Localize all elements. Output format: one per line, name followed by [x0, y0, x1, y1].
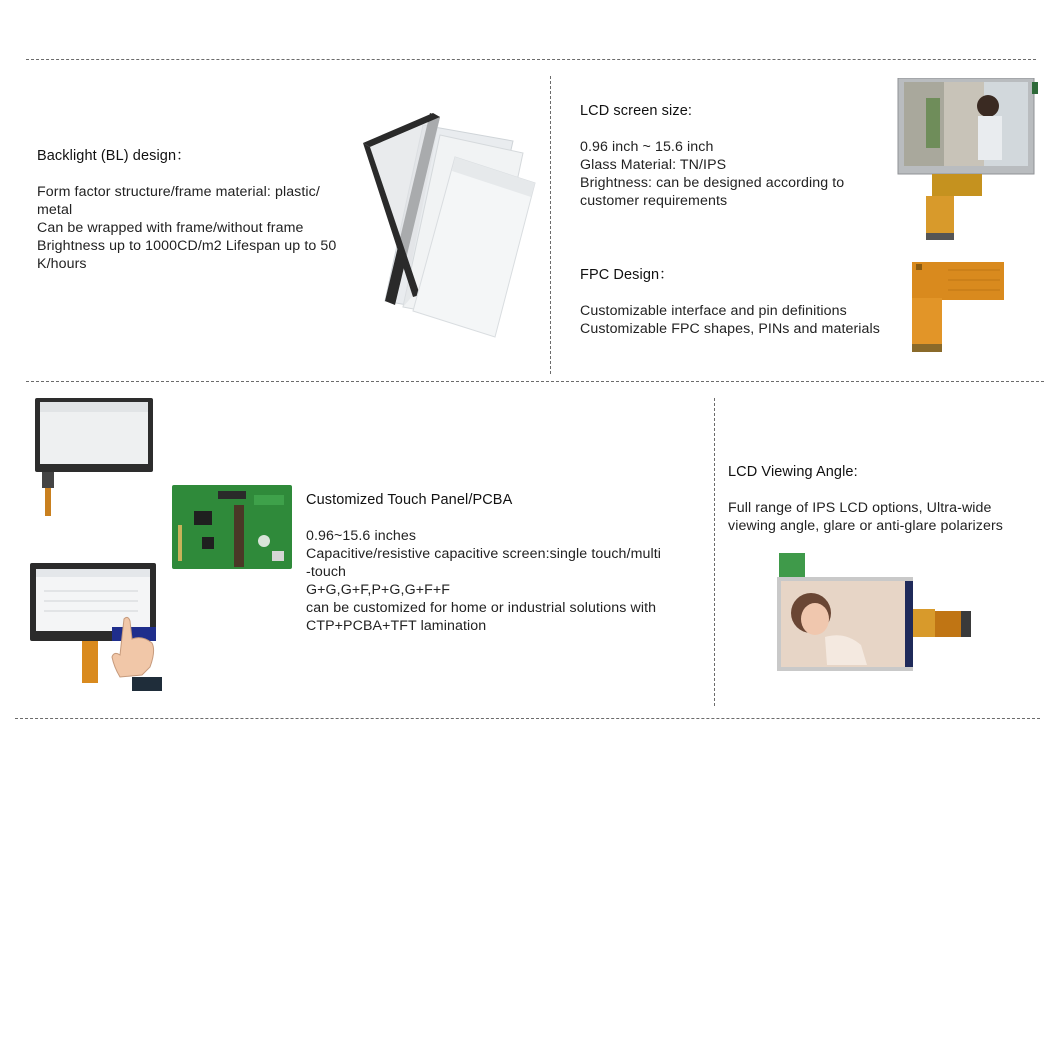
touch-section	[306, 491, 716, 635]
backlight-line: K/hours	[37, 256, 87, 272]
ips-display-image	[775, 553, 975, 675]
touch-line: CTP+PCBA+TFT lamination	[306, 618, 487, 634]
fpc-title: FPC Design：	[580, 267, 674, 283]
touch-line: G+G,G+F,P+G,G+F+F	[306, 582, 451, 598]
backlight-line: Can be wrapped with frame/without frame	[37, 220, 304, 236]
fpc-line: Customizable interface and pin definitions	[580, 303, 847, 319]
touch-tablet-image	[28, 561, 163, 696]
fpc-cable-image	[908, 260, 1008, 355]
fpc-line: Customizable FPC shapes, PINs and materials	[580, 321, 880, 337]
backlight-line: Form factor structure/frame material: plastic/	[37, 184, 320, 200]
backlight-line: metal	[37, 202, 73, 218]
lcd-size-line: 0.96 inch ~ 15.6 inch	[580, 139, 714, 155]
viewing-section	[728, 463, 1053, 535]
pcba-board-image	[172, 485, 292, 569]
lcd-module-image	[896, 78, 1041, 243]
touch-line: Capacitive/resistive capacitive screen:single touch/multi	[306, 546, 662, 562]
touch-panel-image	[32, 396, 156, 521]
lcd-size-line: Brightness: can be designed according to	[580, 175, 845, 191]
backlight-title: Backlight (BL) design：	[37, 148, 191, 164]
backlight-section	[37, 147, 382, 273]
lcd-size-line: Glass Material: TN/IPS	[580, 157, 727, 173]
divider-bottom	[15, 718, 1040, 719]
lcd-size-line: customer requirements	[580, 193, 728, 209]
lcd-size-section	[580, 102, 890, 210]
backlight-line: Brightness up to 1000CD/m2 Lifespan up to 50	[37, 238, 337, 254]
touch-line: 0.96~15.6 inches	[306, 528, 417, 544]
viewing-line: Full range of IPS LCD options, Ultra-wide	[728, 500, 992, 516]
viewing-line: viewing angle, glare or anti-glare polarizers	[728, 518, 1003, 534]
divider-middle	[26, 381, 1044, 382]
lcd-size-title: LCD screen size:	[580, 103, 692, 119]
backlight-panels-image	[355, 105, 545, 340]
viewing-title: LCD Viewing Angle:	[728, 464, 858, 480]
divider-top	[26, 59, 1036, 60]
touch-title: Customized Touch Panel/PCBA	[306, 492, 513, 508]
touch-line: can be customized for home or industrial solutions with	[306, 600, 657, 616]
touch-line: -touch	[306, 564, 347, 580]
divider-vertical-top	[550, 76, 551, 374]
fpc-section	[580, 266, 910, 338]
